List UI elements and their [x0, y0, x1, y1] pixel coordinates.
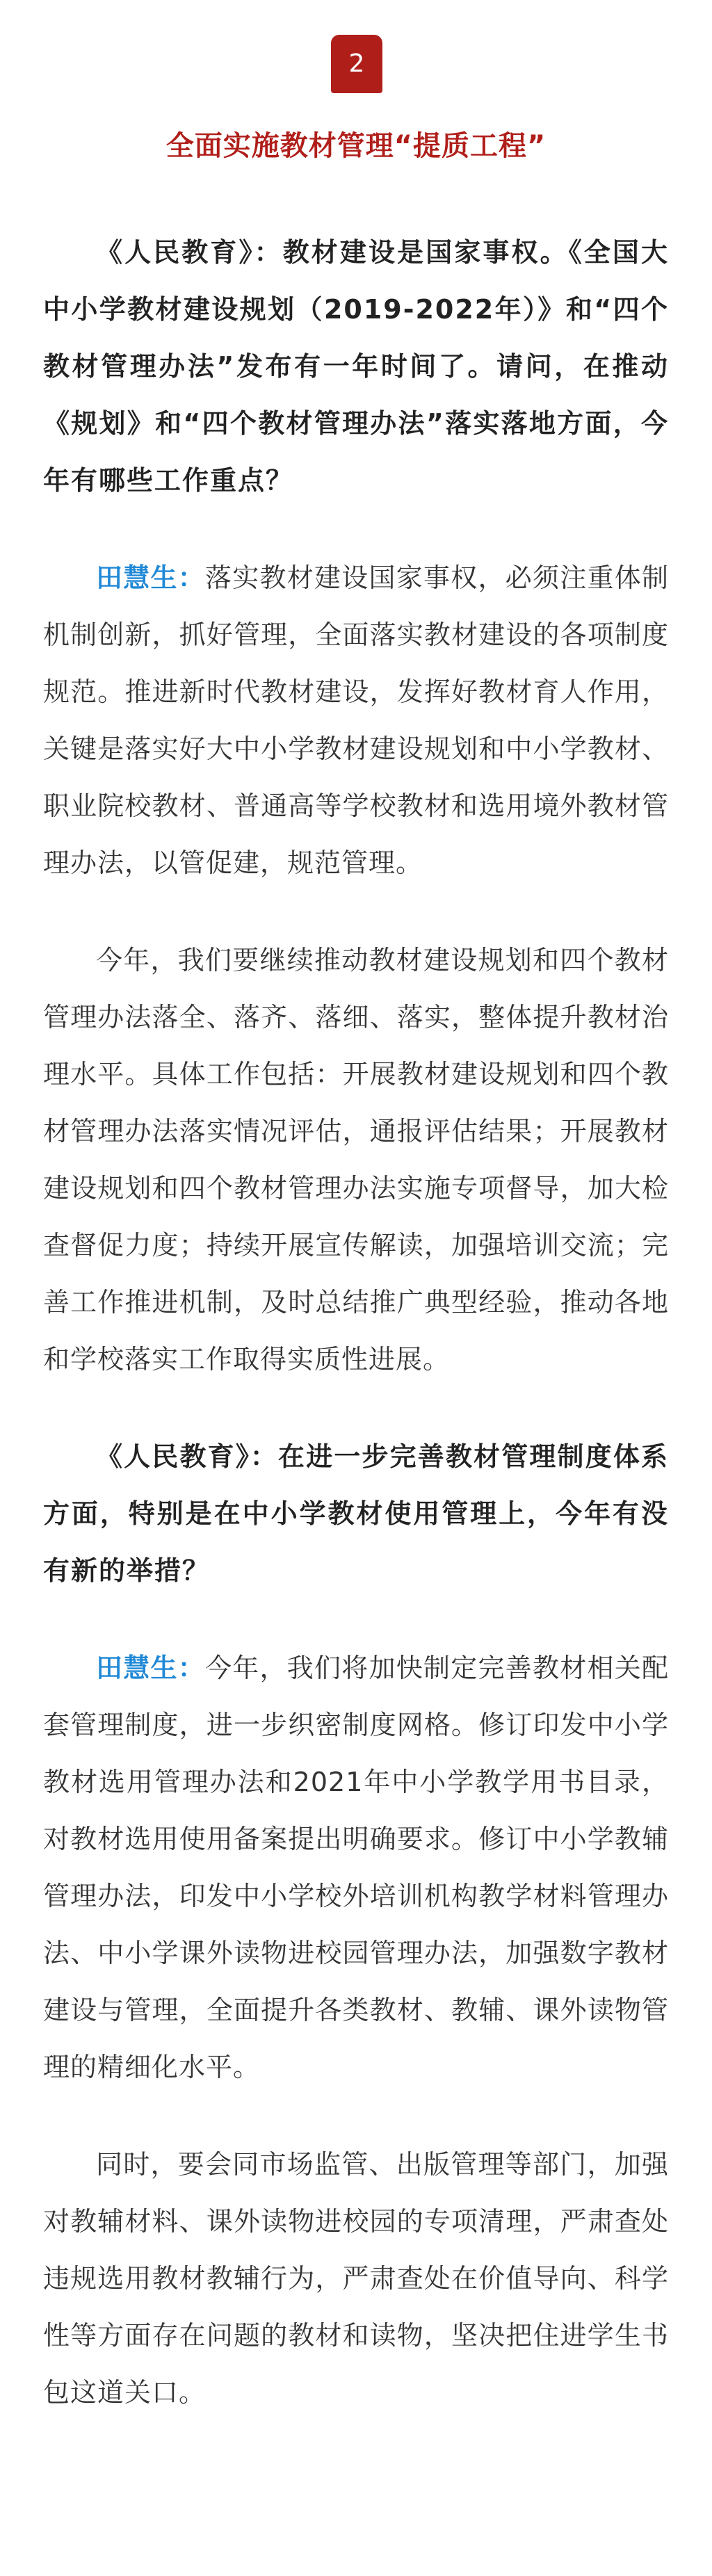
paragraph-gap	[43, 891, 669, 932]
answer-paragraph-1	[43, 549, 669, 891]
question-1-text: 《人民教育》：教材建设是国家事权。《全国大中小学教材建设规划（2019-2022年）》和“四个教材管理办法”发布有一年时间了。请问，在推动《规划》和“四个教材管理办法”落实落地方面，今年有哪些工作重点？	[43, 237, 669, 496]
section-badge-wrap	[0, 35, 712, 97]
question-paragraph-2	[43, 1428, 669, 1599]
answer-1-text: 落实教材建设国家事权，必须注重体制机制创新，抓好管理，全面落实教材建设的各项制度规范。推进新时代教材建设，发挥好教材育人作用，关键是落实好大中小学教材建设规划和中小学教材、职业院校教材、普通高等学校教材和选用境外教材管理办法，以管促建，规范管理。	[43, 562, 669, 878]
paragraph-gap	[43, 1599, 669, 1639]
section-number-badge: 2	[331, 35, 382, 93]
article-body	[43, 224, 669, 2421]
question-2-text: 《人民教育》：在进一步完善教材管理制度体系方面，特别是在中小学教材使用管理上，今年有没有新的举措？	[43, 1441, 669, 1586]
answer-paragraph-4	[43, 2136, 669, 2421]
paragraph-gap	[43, 1388, 669, 1428]
section-title: 全面实施教材管理“提质工程”	[165, 130, 547, 162]
badge-notch-shape	[366, 83, 380, 93]
paragraph-gap	[43, 2096, 669, 2136]
answer-2-text: 今年，我们要继续推动教材建设规划和四个教材管理办法落全、落齐、落细、落实，整体提升教材治理水平。具体工作包括：开展教材建设规划和四个教材管理办法落实情况评估，通报评估结果；开展教材建设规划和四个教材管理办法实施专项督导，加大检查督促力度；持续开展宣传解读，加强培训交流；完善工作推进机制，及时总结推广典型经验，推动各地和学校落实工作取得实质性进展。	[43, 945, 669, 1375]
answer-paragraph-3	[43, 1639, 669, 2096]
answer-paragraph-2	[43, 932, 669, 1388]
answer-3-text: 今年，我们将加快制定完善教材相关配套管理制度，进一步织密制度网格。修订印发中小学教材选用管理办法和2021年中小学教学用书目录，对教材选用使用备案提出明确要求。修订中小学教辅管理办法，印发中小学校外培训机构教学材料管理办法、中小学课外读物进校园管理办法，加强数字教材建设与管理，全面提升各类教材、教辅、课外读物管理的精细化水平。	[43, 1653, 669, 2082]
question-paragraph-1	[43, 224, 669, 509]
speaker-label: 田慧生：	[96, 562, 205, 593]
answer-4-text: 同时，要会同市场监管、出版管理等部门，加强对教辅材料、课外读物进校园的专项清理，严肃查处违规选用教材教辅行为，严肃查处在价值导向、科学性等方面存在问题的教材和读物，坚决把住进学生书包这道关口。	[43, 2149, 669, 2408]
paragraph-gap	[43, 509, 669, 549]
speaker-label: 田慧生：	[96, 1653, 205, 1683]
